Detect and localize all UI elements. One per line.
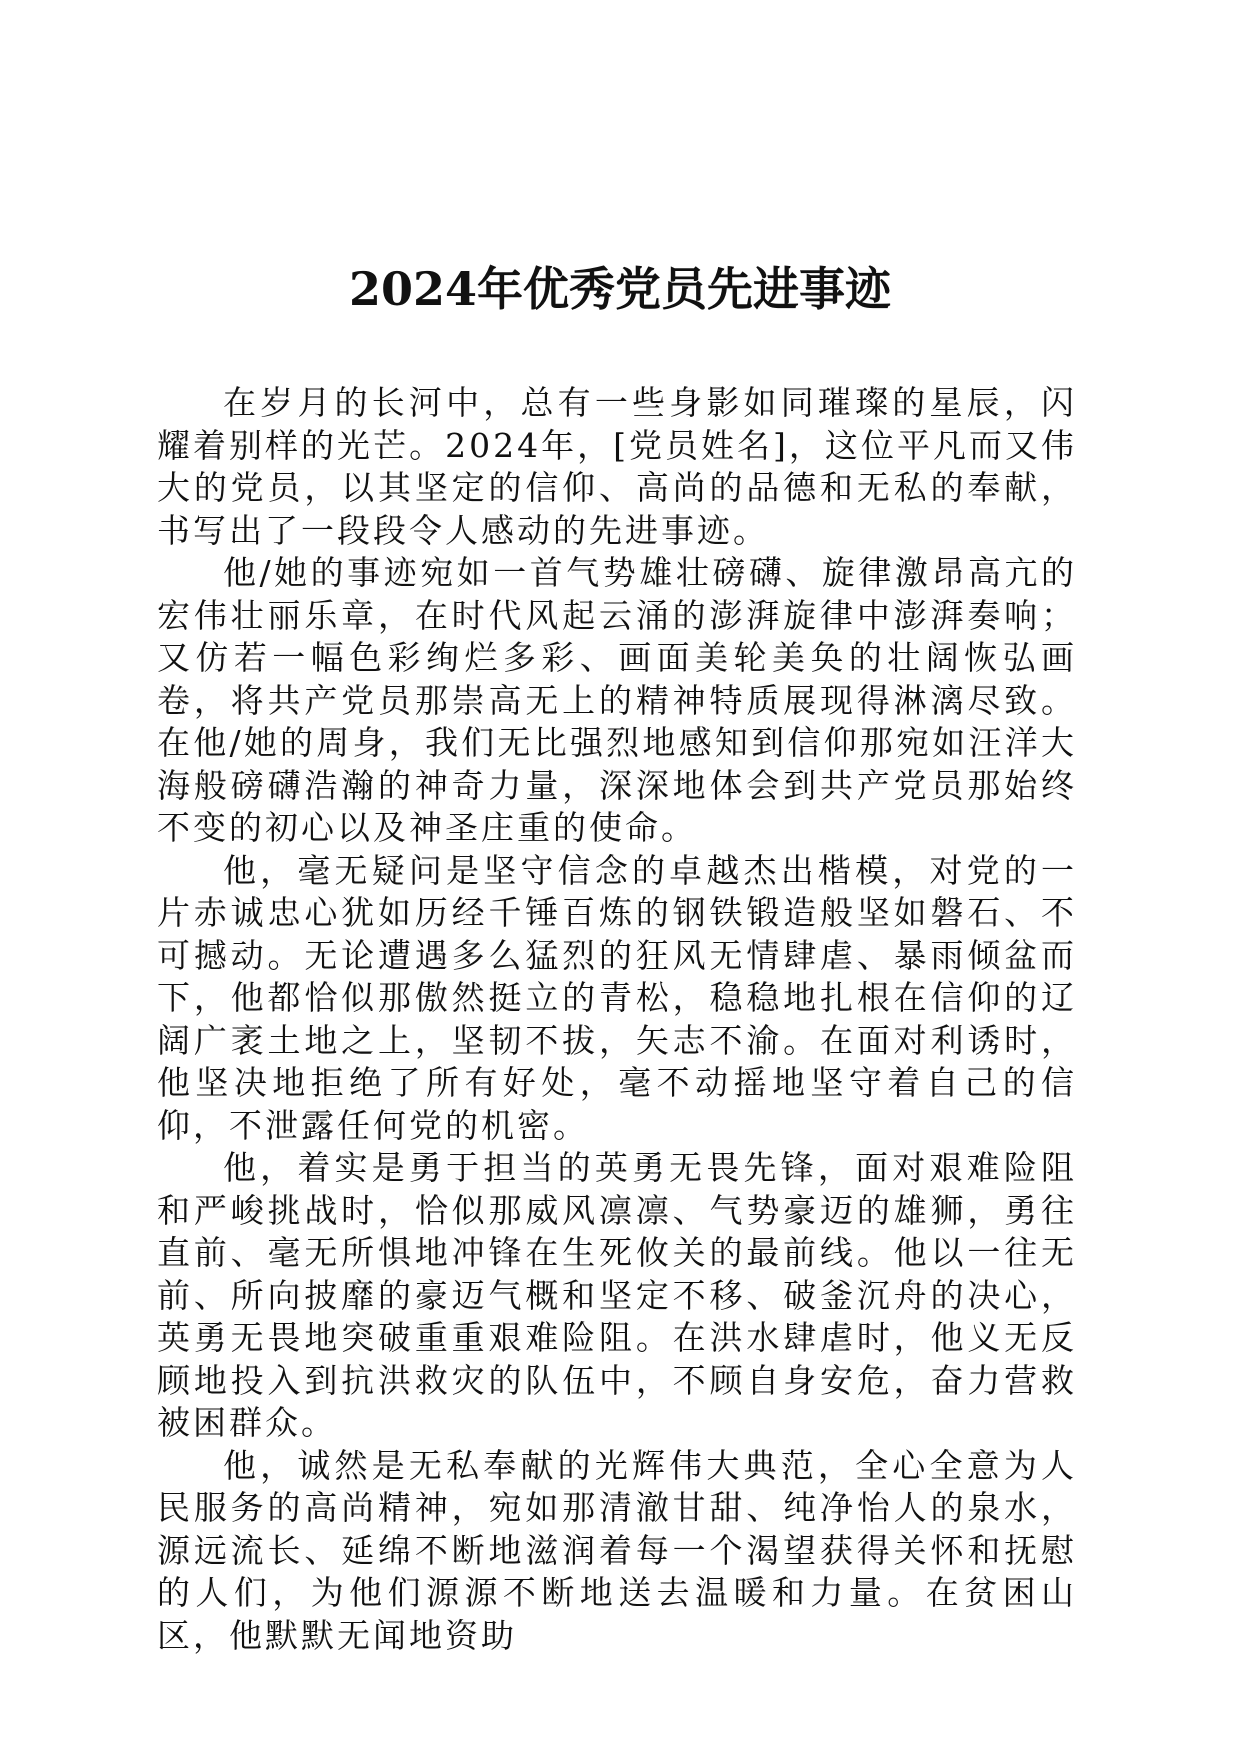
paragraph-4: 他，着实是勇于担当的英勇无畏先锋，面对艰难险阻和严峻挑战时，恰似那威风凛凛、气势豪迈的雄狮，勇往直前、毫无所惧地冲锋在生死攸关的最前线。他以一往无前、所向披靡的豪迈气概和坚定不移、破釜沉舟的决心，英勇无畏地突破重重艰难险阻。在洪水肆虐时，他义无反顾地投入到抗洪救灾的队伍中，不顾自身安危，奋力营救被困群众。 — [157, 1148, 1077, 1442]
paragraph-1: 在岁月的长河中，总有一些身影如同璀璨的星辰，闪耀着别样的光芒。2024年，[党员姓名]，这位平凡而又伟大的党员，以其坚定的信仰、高尚的品德和无私的奉献，书写出了一段段令人感动的先进事迹。 — [157, 383, 1077, 550]
document-body — [157, 382, 1077, 1657]
document-title: 2024年优秀党员先进事迹 — [348, 261, 892, 316]
paragraph-3: 他，毫无疑问是坚守信念的卓越杰出楷模，对党的一片赤诚忠心犹如历经千锤百炼的钢铁锻造般坚如磐石、不可撼动。无论遭遇多么猛烈的狂风无情肆虐、暴雨倾盆而下，他都恰似那傲然挺立的青松，稳稳地扎根在信仰的辽阔广袤土地之上，坚韧不拔，矢志不渝。在面对利诱时，他坚决地拒绝了所有好处，毫不动摇地坚守着自己的信仰，不泄露任何党的机密。 — [157, 850, 1077, 1145]
paragraph-2: 他/她的事迹宛如一首气势雄壮磅礴、旋律激昂高亢的宏伟壮丽乐章，在时代风起云涌的澎湃旋律中澎湃奏响；又仿若一幅色彩绚烂多彩、画面美轮美奂的壮阔恢弘画卷，将共产党员那崇高无上的精神特质展现得淋漓尽致。在他/她的周身，我们无比强烈地感知到信仰那宛如汪洋大海般磅礴浩瀚的神奇力量，深深地体会到共产党员那始终不变的初心以及神圣庄重的使命。 — [157, 553, 1077, 847]
paragraph-5: 他，诚然是无私奉献的光辉伟大典范，全心全意为人民服务的高尚精神，宛如那清澈甘甜、纯净怡人的泉水，源远流长、延绵不断地滋润着每一个渴望获得关怀和抚慰的人们，为他们源源不断地送去温暖和力量。在贫困山区，他默默无闻地资助 — [157, 1445, 1077, 1655]
